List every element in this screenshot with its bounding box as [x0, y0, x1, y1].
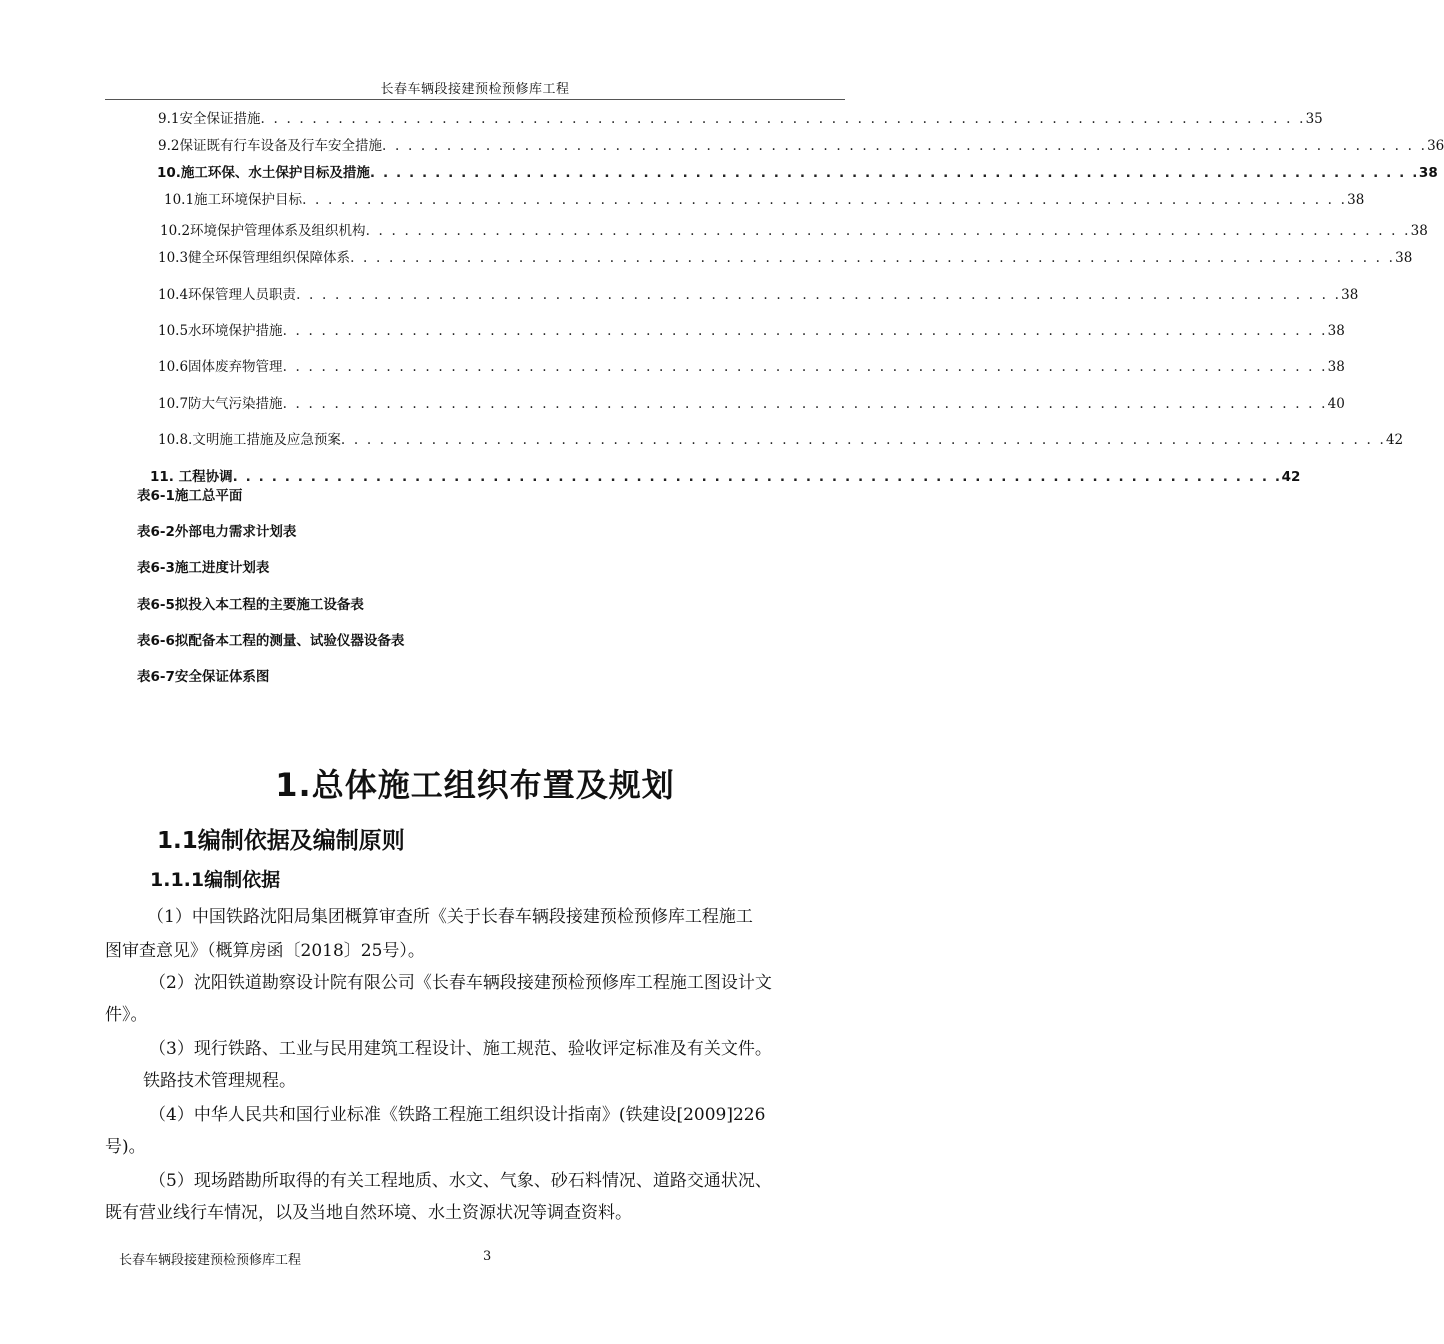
- paragraph-line: （1）中国铁路沈阳局集团概算审查所《关于长春车辆段接建预检预修库工程施工: [147, 907, 753, 927]
- toc-entry-page: 38: [1327, 323, 1345, 339]
- paragraph-line: 号)。: [105, 1137, 146, 1157]
- table-list-item[interactable]: 表6-7安全保证体系图: [137, 669, 270, 685]
- toc-leader: . . . . . . . . . . . . . . . . . . . . . . . . . . . . . . . . . . . . . . . . . . . . . . . . . . . . . . . . . . . . . . . . . . . . . . . . . . . . . . . . .: [232, 469, 1282, 485]
- toc-entry[interactable]: [158, 107, 1323, 127]
- toc-entry[interactable]: [157, 161, 1438, 181]
- toc-entry-title: 10.5水环境保护措施: [158, 323, 283, 339]
- paragraph-line: （2）沈阳铁道勘察设计院有限公司《长春车辆段接建预检预修库工程施工图设计文: [149, 973, 772, 993]
- toc-entry[interactable]: [158, 319, 1345, 339]
- toc-entry-title: 10.3健全环保管理组织保障体系: [158, 250, 351, 266]
- toc-leader: . . . . . . . . . . . . . . . . . . . . . . . . . . . . . . . . . . . . . . . . . . . . . . . . . . . . . . . . . . . . . . . . . . . . . . . . . . . . . . . . .: [260, 111, 1306, 127]
- toc-leader: . . . . . . . . . . . . . . . . . . . . . . . . . . . . . . . . . . . . . . . . . . . . . . . . . . . . . . . . . . . . . . . . . . . . . . . . . . . . . . . . .: [282, 323, 1328, 339]
- toc-entry[interactable]: [160, 219, 1428, 239]
- toc-entry-title: 10.2环境保护管理体系及组织机构: [160, 223, 366, 239]
- table-list-item[interactable]: 表6-3施工进度计划表: [137, 560, 270, 576]
- subsection-heading: 1.1.1编制依据: [150, 869, 281, 891]
- toc-entry-page: 42: [1281, 469, 1301, 485]
- toc-entry-title: 10.施工环保、水土保护目标及措施: [157, 165, 370, 181]
- toc-leader: . . . . . . . . . . . . . . . . . . . . . . . . . . . . . . . . . . . . . . . . . . . . . . . . . . . . . . . . . . . . . . . . . . . . . . . . . . . . . . . . .: [381, 138, 1428, 154]
- toc-leader: . . . . . . . . . . . . . . . . . . . . . . . . . . . . . . . . . . . . . . . . . . . . . . . . . . . . . . . . . . . . . . . . . . . . . . . . . . . . . . . . .: [350, 250, 1396, 266]
- toc-entry-title: 10.6固体废弃物管理: [158, 359, 283, 375]
- toc-leader: . . . . . . . . . . . . . . . . . . . . . . . . . . . . . . . . . . . . . . . . . . . . . . . . . . . . . . . . . . . . . . . . . . . . . . . . . . . . . . . . .: [282, 359, 1328, 375]
- paragraph-line: 铁路技术管理规程。: [143, 1071, 296, 1091]
- table-list-item[interactable]: 表6-6拟配备本工程的测量、试验仪器设备表: [137, 633, 405, 649]
- toc-entry[interactable]: [158, 428, 1404, 448]
- toc-entry-page: 38: [1327, 359, 1345, 375]
- toc-entry[interactable]: [164, 188, 1365, 208]
- toc-entry-page: 35: [1305, 111, 1323, 127]
- toc-entry-page: 38: [1418, 165, 1438, 181]
- toc-leader: . . . . . . . . . . . . . . . . . . . . . . . . . . . . . . . . . . . . . . . . . . . . . . . . . . . . . . . . . . . . . . . . . . . . . . . . . . . . . . . . .: [369, 165, 1419, 181]
- toc-entry-title: 10.8.文明施工措施及应急预案: [158, 432, 341, 448]
- header-divider: [105, 99, 845, 100]
- toc-leader: . . . . . . . . . . . . . . . . . . . . . . . . . . . . . . . . . . . . . . . . . . . . . . . . . . . . . . . . . . . . . . . . . . . . . . . . . . . . . . . . .: [302, 192, 1348, 208]
- toc-leader: . . . . . . . . . . . . . . . . . . . . . . . . . . . . . . . . . . . . . . . . . . . . . . . . . . . . . . . . . . . . . . . . . . . . . . . . . . . . . . . . .: [282, 396, 1328, 412]
- toc-leader: . . . . . . . . . . . . . . . . . . . . . . . . . . . . . . . . . . . . . . . . . . . . . . . . . . . . . . . . . . . . . . . . . . . . . . . . . . . . . . . . .: [296, 287, 1342, 303]
- toc-entry[interactable]: [150, 465, 1301, 485]
- toc-entry-page: 38: [1395, 250, 1413, 266]
- toc-entry[interactable]: [158, 246, 1413, 266]
- paragraph-line: （4）中华人民共和国行业标准《铁路工程施工组织设计指南》(铁建设[2009]226: [149, 1105, 766, 1125]
- toc-entry[interactable]: [158, 355, 1345, 375]
- toc-entry-page: 36: [1427, 138, 1444, 154]
- chapter-heading: 1.总体施工组织布置及规划: [275, 766, 675, 804]
- paragraph-line: （3）现行铁路、工业与民用建筑工程设计、施工规范、验收评定标准及有关文件。: [149, 1039, 772, 1059]
- toc-entry-title: 10.4环保管理人员职责: [158, 287, 297, 303]
- table-list-item[interactable]: 表6-2外部电力需求计划表: [137, 524, 297, 540]
- page-number: 3: [483, 1249, 492, 1264]
- paragraph-line: 图审查意见》（概算房函〔2018〕25号）。: [105, 941, 425, 961]
- paragraph-line: 件》。: [105, 1005, 148, 1025]
- toc-entry-title: 9.1安全保证措施: [158, 111, 261, 127]
- page-header-title: 长春车辆段接建预检预修库工程: [380, 82, 570, 97]
- toc-entry-title: 10.1施工环境保护目标: [164, 192, 303, 208]
- toc-leader: . . . . . . . . . . . . . . . . . . . . . . . . . . . . . . . . . . . . . . . . . . . . . . . . . . . . . . . . . . . . . . . . . . . . . . . . . . . . . . . . .: [365, 223, 1411, 239]
- toc-entry-page: 40: [1327, 396, 1345, 412]
- toc-entry-page: 42: [1385, 432, 1404, 448]
- table-list-item[interactable]: 表6-5拟投入本工程的主要施工设备表: [137, 597, 364, 613]
- toc-entry-title: 10.7防大气污染措施: [158, 396, 283, 412]
- section-heading: 1.1编制依据及编制原则: [157, 828, 405, 854]
- toc-entry-page: 38: [1341, 287, 1359, 303]
- toc-entry-page: 38: [1347, 192, 1365, 208]
- toc-entry[interactable]: [158, 134, 1444, 154]
- paragraph-line: （5）现场踏勘所取得的有关工程地质、水文、气象、砂石料情况、道路交通状况、: [149, 1171, 772, 1191]
- toc-entry[interactable]: [158, 283, 1359, 303]
- paragraph-line: 既有营业线行车情况，以及当地自然环境、水土资源状况等调查资料。: [105, 1203, 632, 1223]
- page-footer-title: 长春车辆段接建预检预修库工程: [119, 1253, 302, 1268]
- toc-entry-title: 9.2保证既有行车设备及行车安全措施: [158, 138, 382, 154]
- toc-entry[interactable]: [158, 392, 1345, 412]
- toc-entry-page: 38: [1410, 223, 1428, 239]
- toc-leader: . . . . . . . . . . . . . . . . . . . . . . . . . . . . . . . . . . . . . . . . . . . . . . . . . . . . . . . . . . . . . . . . . . . . . . . . . . . . . . . . .: [340, 432, 1386, 448]
- table-list-item[interactable]: 表6-1施工总平面: [137, 488, 243, 504]
- toc-entry-title: 11. 工程协调: [150, 469, 233, 485]
